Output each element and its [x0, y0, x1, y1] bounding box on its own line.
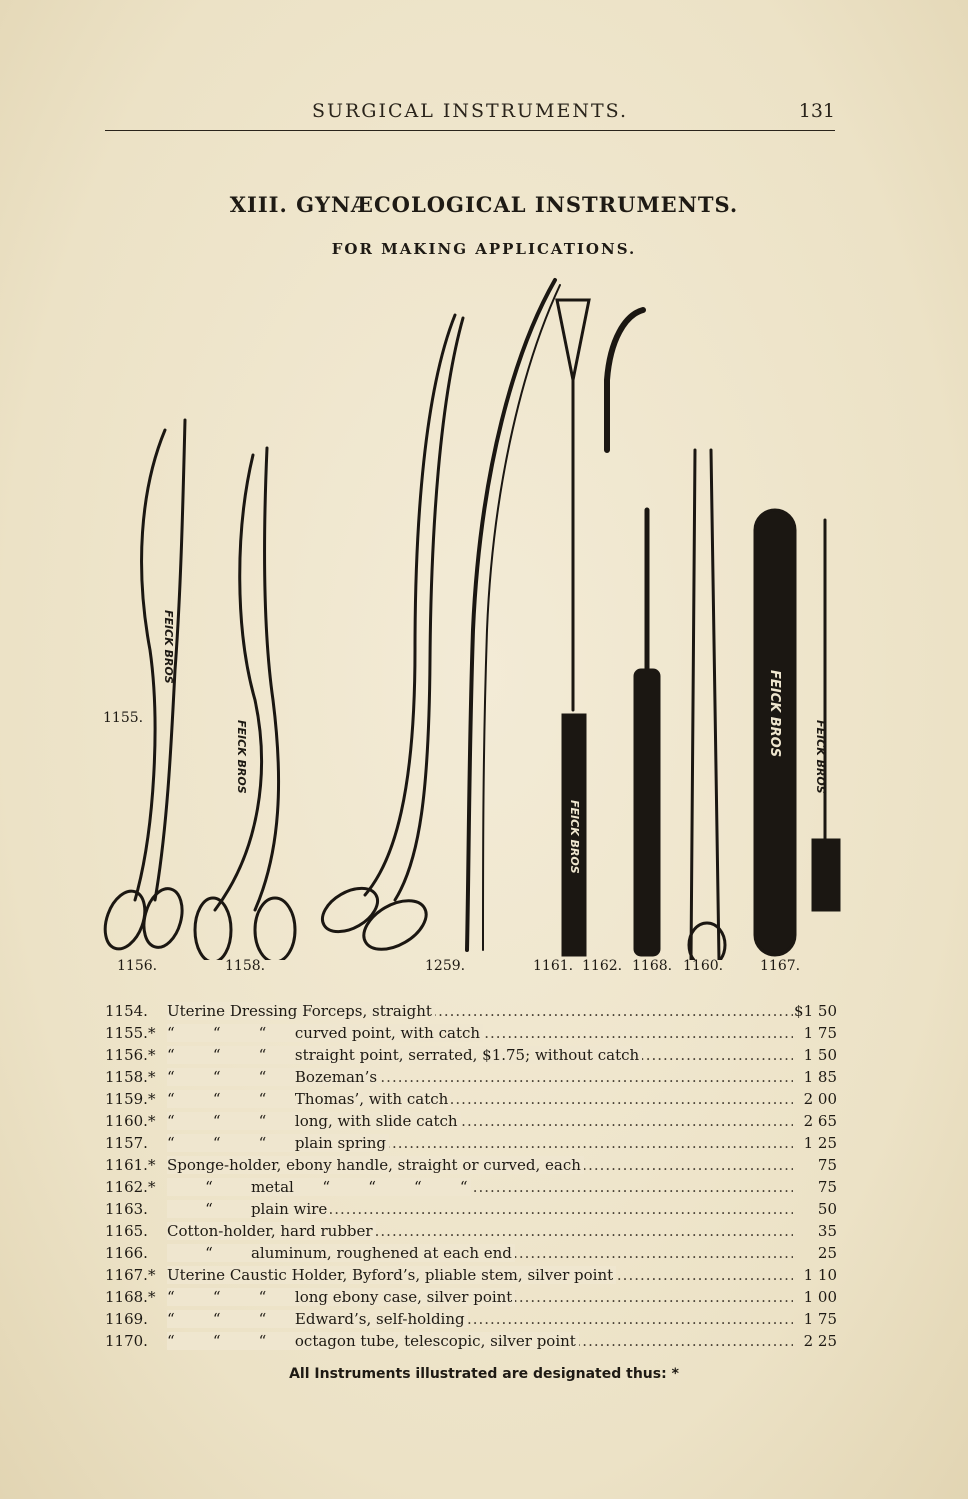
- item-number: 1155.*: [105, 1024, 156, 1042]
- item-number: 1157.: [105, 1134, 148, 1152]
- instrument-drawing: [95, 270, 845, 960]
- brand-mark-1169: FEICK BROS: [814, 720, 827, 794]
- forceps-1259-arm-a: [365, 315, 455, 895]
- price-list-row: [105, 1154, 837, 1176]
- item-number: 1168.*: [105, 1288, 156, 1306]
- figure-label-1259: 1259.: [425, 958, 466, 974]
- item-number: 1160.*: [105, 1112, 156, 1130]
- price-list-row: [105, 1044, 837, 1066]
- item-number: 1159.*: [105, 1090, 156, 1108]
- footnote: All Instruments illustrated are designated thus: *: [289, 1366, 679, 1382]
- item-price: 35: [817, 1222, 837, 1240]
- item-description: “ “ “ long, with slide catch .....: [167, 1110, 793, 1132]
- section-subtitle: FOR MAKING APPLICATIONS.: [331, 240, 637, 258]
- brand-mark-1158: FEICK BROS: [235, 720, 248, 794]
- holder-1161-stem-b: [483, 285, 560, 950]
- item-description: “ “ “ Edward’s, self-holding .....: [167, 1308, 793, 1330]
- forceps-1160-arm-b: [711, 450, 719, 960]
- item-description: “ plain wire .....: [167, 1198, 793, 1220]
- forceps-1160-arm-a: [691, 450, 695, 960]
- price-list-row: [105, 1022, 837, 1044]
- price-list-row: [105, 1088, 837, 1110]
- item-price: 2 00: [803, 1090, 837, 1108]
- price-list-row: [105, 1198, 837, 1220]
- price-list-row: [105, 1000, 837, 1022]
- item-price: 50: [817, 1200, 837, 1218]
- price-list-row: [105, 1110, 837, 1132]
- figure-label-1156: 1156.: [117, 958, 158, 974]
- holder-1161-stem-a: [467, 280, 555, 950]
- item-price: 1 75: [803, 1024, 837, 1042]
- holder-1168-curved-tip: [607, 310, 643, 450]
- item-number: 1162.*: [105, 1178, 156, 1196]
- price-list-row: [105, 1242, 837, 1264]
- forceps-1156-ring-b: [138, 884, 188, 951]
- sponge-holder-1162-jaws: [557, 300, 589, 380]
- item-number: 1170.: [105, 1332, 148, 1350]
- item-price: 1 85: [803, 1068, 837, 1086]
- section-title: XIII. GYNÆCOLOGICAL INSTRUMENTS.: [229, 192, 739, 217]
- item-price: 2 25: [803, 1332, 837, 1350]
- figure-label-1160: 1160.: [683, 958, 724, 974]
- item-description: “ “ “ Thomas’, with catch .....: [167, 1088, 793, 1110]
- price-list-row: [105, 1308, 837, 1330]
- forceps-1158-arm-a: [215, 455, 262, 910]
- item-price: 1 00: [803, 1288, 837, 1306]
- forceps-1158-ring-b: [255, 898, 295, 960]
- page-header: [105, 100, 835, 131]
- item-price: 1 50: [803, 1046, 837, 1064]
- running-title: SURGICAL INSTRUMENTS.: [311, 100, 629, 122]
- item-price: 75: [817, 1156, 837, 1174]
- figure-label-1168: 1168.: [632, 958, 673, 974]
- figure-label-1161: 1161.: [533, 958, 574, 974]
- item-number: 1158.*: [105, 1068, 156, 1086]
- forceps-1259-arm-b: [395, 318, 463, 900]
- page-number: 131: [798, 100, 835, 122]
- item-description: Cotton-holder, hard rubber .....: [167, 1220, 793, 1242]
- brand-mark-1167: FEICK BROS: [767, 670, 782, 758]
- price-list-row: [105, 1066, 837, 1088]
- figure-label-1167: 1167.: [760, 958, 801, 974]
- item-price: 1 10: [803, 1266, 837, 1284]
- holder-1169-handle: [813, 840, 839, 910]
- item-price: 1 25: [803, 1134, 837, 1152]
- item-description: “ “ “ curved point, with catch .....: [167, 1022, 793, 1044]
- item-price: 25: [817, 1244, 837, 1262]
- item-description: Uterine Dressing Forceps, straight .....: [167, 1000, 793, 1022]
- item-description: “ “ “ Bozeman’s .....: [167, 1066, 793, 1088]
- forceps-1158-ring-a: [195, 898, 231, 960]
- holder-1168-handle: [635, 670, 659, 955]
- brand-mark-1162: FEICK BROS: [568, 800, 581, 874]
- item-number: 1154.: [105, 1002, 148, 1020]
- price-list-row: [105, 1132, 837, 1154]
- forceps-1156-arm-a: [135, 430, 165, 900]
- item-number: 1169.: [105, 1310, 148, 1328]
- item-number: 1166.: [105, 1244, 148, 1262]
- figure-label-1158: 1158.: [225, 958, 266, 974]
- instrument-illustration: [95, 270, 845, 974]
- price-list-row: [105, 1264, 837, 1286]
- item-price: 75: [817, 1178, 837, 1196]
- forceps-1158-arm-b: [255, 448, 279, 910]
- price-list-row: [105, 1330, 837, 1352]
- price-list-row: [105, 1286, 837, 1308]
- item-description: Uterine Caustic Holder, Byford’s, pliable stem, silver point .....: [167, 1264, 793, 1286]
- item-description: “ metal “ “ “ “ .....: [167, 1176, 793, 1198]
- figure-label-1162: 1162.: [582, 958, 623, 974]
- brand-mark-1156: FEICK BROS: [162, 610, 175, 684]
- item-description: “ “ “ long ebony case, silver point .....: [167, 1286, 793, 1308]
- item-description: “ “ “ straight point, serrated, $1.75; without catch .....: [167, 1044, 793, 1066]
- price-list-row: [105, 1220, 837, 1242]
- price-list-row: [105, 1176, 837, 1198]
- item-description: “ “ “ plain spring .....: [167, 1132, 793, 1154]
- item-price: 1 75: [803, 1310, 837, 1328]
- item-number: 1161.*: [105, 1156, 156, 1174]
- item-description: “ aluminum, roughened at each end .....: [167, 1242, 793, 1264]
- figure-label-1155: 1155.: [103, 710, 144, 726]
- item-number: 1167.*: [105, 1266, 156, 1284]
- item-number: 1165.: [105, 1222, 148, 1240]
- forceps-1259-ring-a: [315, 879, 385, 940]
- item-number: 1156.*: [105, 1046, 156, 1064]
- item-number: 1163.: [105, 1200, 148, 1218]
- item-price: $1 50: [794, 1002, 837, 1020]
- item-description: Sponge-holder, ebony handle, straight or curved, each .....: [167, 1154, 793, 1176]
- item-price: 2 65: [803, 1112, 837, 1130]
- price-list: [105, 1000, 837, 1352]
- item-description: “ “ “ octagon tube, telescopic, silver point .....: [167, 1330, 793, 1352]
